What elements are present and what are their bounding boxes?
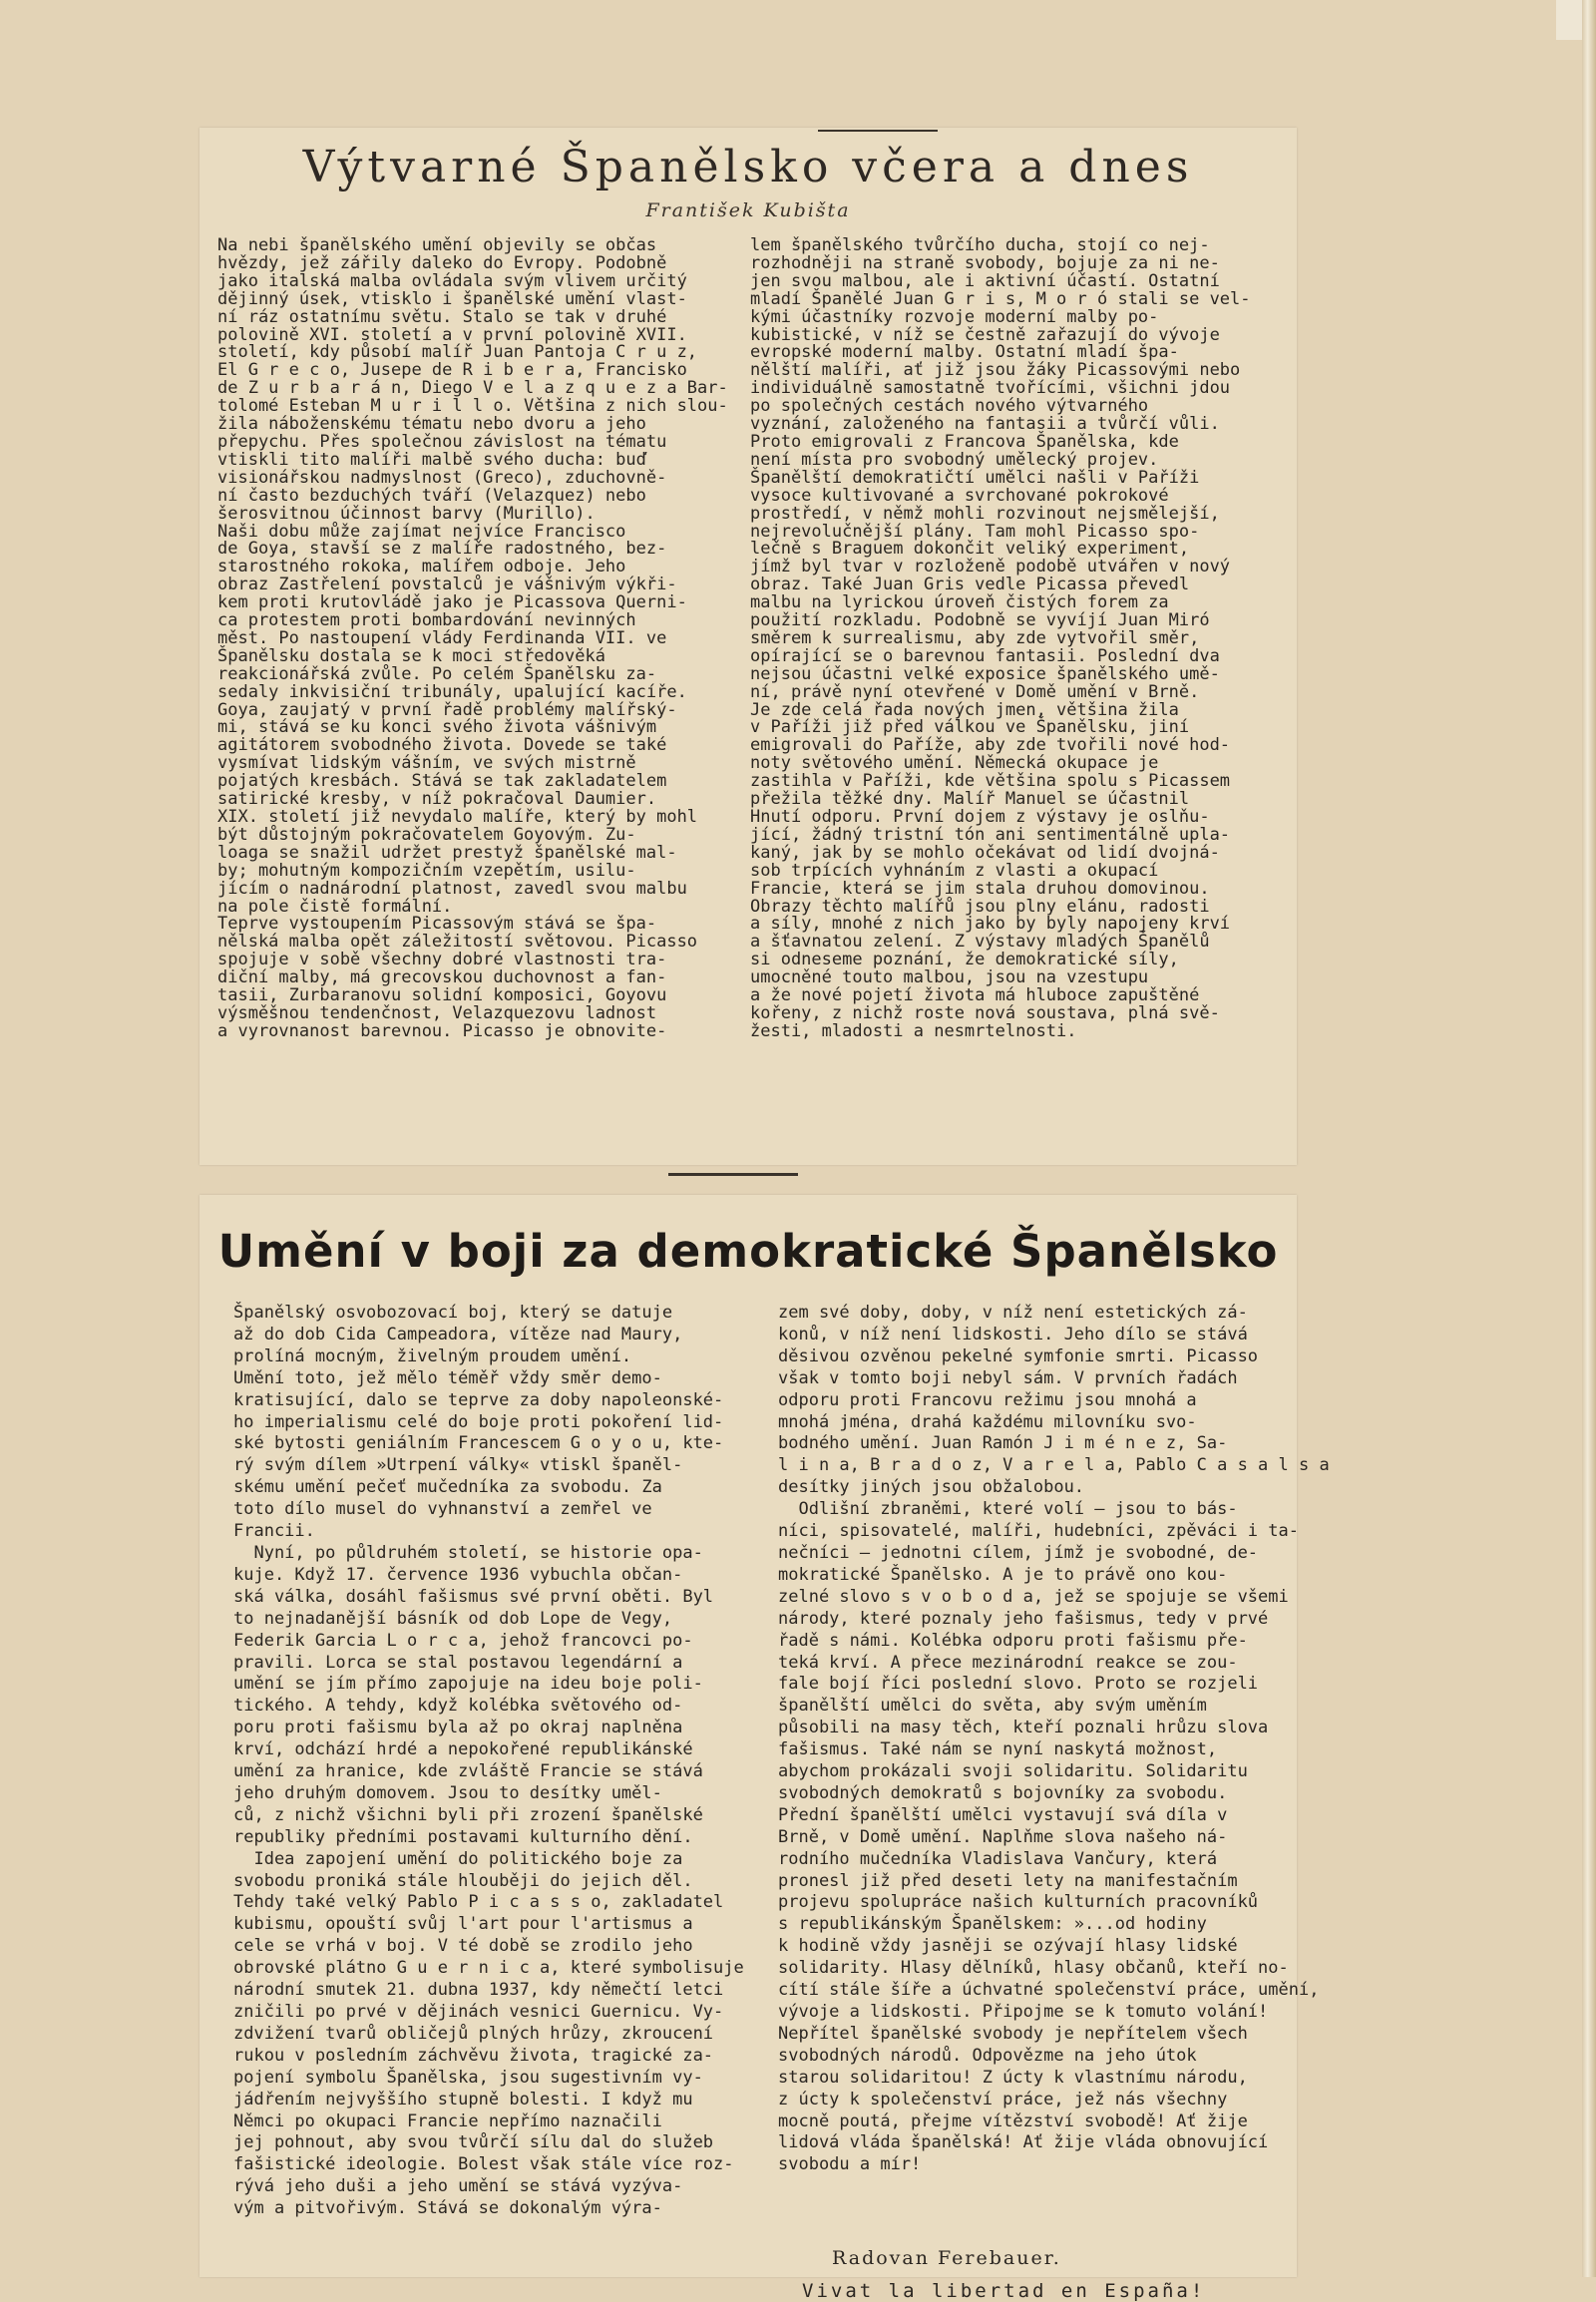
article-1-column-right: lem španělského tvůrčího ducha, stojí co nej- rozhodněji na straně svobody, bojuje za ni ne- jen svou malbou, ale i aktivní účastí. Ostatní mladí Španělé Juan G r i s, M o r ó stali se vel- kými účastníky rozvoje moderní malby po- kubistické, v níž se čestně zařazují do vývoje evropské moderní malby. Ostatní mladí špa- nělští malíři, ať již jsou žáky Picassovými nebo individuálně samostatně tvořícími, všichni jdou po společných cestách nového výtvarného vyznání, založeného na fantasii a tvůrčí vůli. Proto emigrovali z Francova Španělska, kde není místa pro svobodný umělecký projev. Španělští demokratičtí umělci našli v Paříži vysoce kultivované a svrchované pokrokové prostředí, v němž mohli rozvinout nejsmělejší, nejrevolučnější plány. Tam mohl Picasso spo- lečně s Braguem dokončit veliký experiment, jímž byl tvar v rozloženě podobě utvářen v nový obraz. Také Juan Gris vedle Picassa převedl malbu na lyrickou úroveň čistých forem za použití rozkladu. Podobně se vyvíjí Juan Miró směrem k surrealismu, aby zde vytvořil směr, opírající se o barevnou fantasii. Poslední dva nejsou účastni velké exposice španělského umě- ní, právě nyní otevřené v Domě umění v Brně. Je zde celá řada nových jmen, většina žila v Paříži již před válkou ve Španělsku, jiní emigrovali do Paříže, aby zde tvořili nové hod- noty světového umění. Německá okupace je zastihla v Paříži, kde většina spolu s Picassem přežila těžké dny. Malíř Manuel se účastnil Hnutí odporu. První dojem z výstavy je oslňu- jící, žádný tristní tón ani sentimentálně upla- kaný, jak by se mohlo očekávat od lidí dvojná- sob trpících vyhnáním z vlasti a okupací Francie, která se jim stala druhou domovinou. Obrazy těchto malířů jsou plny elánu, radosti a síly, mnohé z nich jako by byly napojeny krví a šťavnatou zelení. Z výstavy mladých Španělů si odneseme poznání, že demokratické síly, umocněné touto malbou, jsou na vzestupu a že nové pojetí života má hluboce zapuštěné kořeny, z nichž roste nová soustava, plná svě- žesti, mladosti a nesmrtelnosti. (750, 235, 1251, 1041)
bottom-rule (668, 1173, 798, 1176)
top-rule (818, 130, 938, 132)
article-1-title: Výtvarné Španělsko včera a dnes (302, 142, 1194, 192)
article-clipping-1 (200, 128, 1297, 1165)
article-2-title: Umění v boji za demokratické Španělsko (217, 1225, 1279, 1278)
article-2-motto: Vivat la libertad en España! (802, 2280, 1206, 2302)
article-2-column-right: zem své doby, doby, v níž není estetických zá- konů, v níž není lidskosti. Jeho dílo se stává děsivou ozvěnou pekelné symfonie smrti. Picasso však v tomto boji nebyl sám. V prvních řadách odporu proti Francovu režimu jsou mnohá a mnohá jména, drahá každému milovníku svo- bodného umění. Juan Ramón J i m é n e z, Sa- l i n a, B r a d o z, V a r e l a, Pablo C a s a l s a desítky jiných jsou obžalobou. Odlišní zbraněmi, které volí — jsou to bás- níci, spisovatelé, malíři, hudebníci, zpěváci i ta- nečníci — jednotni cílem, jímž je svobodné, de- mokratické Španělsko. A je to právě ono kou- zelné slovo s v o b o d a, jež se spojuje se všemi národy, které poznaly jeho fašismus, tedy v prvé řadě s námi. Kolébka odporu proti fašismu pře- teká krví. A přece mezinárodní reakce se zou- fale bojí říci poslední slovo. Proto se rozjeli španělští umělci do světa, aby svým uměním působili na masy těch, kteří poznali hrůzu slova fašismus. Také nám se nyní naskytá možnost, abychom prokázali svoji solidaritu. Solidaritu svobodných demokratů s bojovníky za svobodu. Přední španělští umělci vystavují svá díla v Brně, v Domě umění. Naplňme slova našeho ná- rodního mučedníka Vladislava Vančury, která pronesl již před deseti lety na manifestačním projevu spolupráce našich kulturních pracovníků s republikánským Španělskem: »...od hodiny k hodině vždy jasněji se ozývají hlasy lidské solidarity. Hlasy dělníků, hlasy občanů, kteří no- cítí stále šíře a úchvatné společenství práce, umění, vývoje a lidskosti. Připojme se k tomuto volání! Nepřítel španělské svobody je nepřítelem všech svobodných národů. Odpovězme na jeho útok starou solidaritou! Z úcty k vlastnímu národu, z úcty k společenství práce, jež nás všechny mocně poutá, přejme vítězství svobodě! Ať žije lidová vláda španělská! Ať žije vláda obnovující svobodu a mír! (778, 1303, 1330, 2175)
article-1-author: František Kubišta (645, 199, 851, 221)
article-2-signature: Radovan Ferebauer. (832, 2247, 1061, 2269)
article-clipping-2 (200, 1195, 1330, 2302)
article-1-column-left: Na nebi španělského umění objevily se občas hvězdy, jež zářily daleko do Evropy. Podobně jako italská malba ovládala svým vlivem určitý dějinný úsek, vtisklo i španělské umění vlast- ní ráz ostatnímu světu. Stalo se tak v druhé polovině XVI. století a v první polovině XVII. století, kdy působí malíř Juan Pantoja C r u z, El G r e c o, Jusepe de R i b e r a, Francisko de Z u r b a r á n, Diego V e l a z q u e z a Bar- tolomé Esteban M u r i l l o. Většina z nich slou- žila náboženskému tématu nebo dvoru a jeho přepychu. Přes společnou závislost na tématu vtiskli tito malíři malbě svého ducha: buď visionářskou nadmyslnost (Greco), zduchovně- ní často bezduchých tváří (Velazquez) nebo šerosvitnou účinnost barvy (Murillo). Naši dobu může zajímat nejvíce Francisco de Goya, stavší se z malíře radostného, bez- starostného rokoka, malířem odboje. Jeho obraz Zastřelení povstalců je vášnivým výkři- kem proti krutovládě jako je Picassova Querni- ca protestem proti bombardování nevinných měst. Po nastoupení vlády Ferdinanda VII. ve Španělsku dostala se k moci středověká reakcionářská zvůle. Po celém Španělsku za- sedaly inkvisiční tribunály, upalující kacíře. Goya, zaujatý v první řadě problémy malířský- mi, stává se ku konci svého života vášnivým agitátorem svobodného života. Dovede se také vysmívat lidským vášním, ve svých mistrně pojatých kresbách. Stává se tak zakladatelem satirické kresby, v níž pokračoval Daumier. XIX. století již nevydalo malíře, který by mohl být důstojným pokračovatelem Goyovým. Zu- loaga se snažil udržet prestyž španělské mal- by; mohutným kompozičním vzepětím, usilu- jícím o nadnárodní platnost, zavedl svou malbu na pole čistě formální. Teprve vystoupením Picassovým stává se špa- nělská malba opět záležitostí světovou. Picasso spojuje v sobě všechny dobré vlastnosti tra- diční malby, má grecovskou duchovnost a fan- tasii, Zurbaranovu solidní komposici, Goyovu výsměšnou tendenčnost, Velazquezovu ladnost a vyrovnanost barevnou. Picasso je obnovite- (217, 235, 728, 1041)
article-2-column-left: Španělský osvobozovací boj, který se datuje až do dob Cida Campeadora, vítěze nad Maury, prolíná mocným, živelným proudem umění. Umění toto, jež mělo téměř vždy směr demo- kratisující, dalo se teprve za doby napoleonské- ho imperialismu celé do boje proti pokoření lid- ské bytosti geniálním Francescem G o y o u, kte- rý svým dílem »Utrpení války« vtiskl španěl- skému umění pečeť mučedníka za svobodu. Za toto dílo musel do vyhnanství a zemřel ve Francii. Nyní, po půldruhém století, se historie opa- kuje. Když 17. července 1936 vybuchla občan- ská válka, dosáhl fašismus své první oběti. Byl to nejnadanější básník od dob Lope de Vegy, Federik Garcia L o r c a, jehož francovci po- pravili. Lorca se stal postavou legendární a umění se jím přímo zapojuje na ideu boje poli- tického. A tehdy, když kolébka světového od- poru proti fašismu byla až po okraj naplněna krví, odchází hrdé a nepokořené republikánské umění za hranice, kde zvláště Francie se stává jeho druhým domovem. Jsou to desítky uměl- ců, z nichž všichni byli při zrození španělské republiky předními postavami kulturního dění. Idea zapojení umění do politického boje za svobodu proniká stále hlouběji do jejich děl. Tehdy také velký Pablo P i c a s s o, zakladatel kubismu, opouští svůj l'art pour l'artismus a cele se vrhá v boj. V té době se zrodilo jeho obrovské plátno G u e r n i c a, které symbolisuje národní smutek 21. dubna 1937, kdy němečtí letci zničili po prvé v dějinách vesnici Guernicu. Vy- zdvižení tvarů obličejů plných hrůzy, zkroucení rukou v posledním záchvěvu života, tragické za- pojení symbolu Španělska, jsou sugestivním vy- jádřením nejvyššího stupně bolesti. I když mu Němci po okupaci Francie nepřímo naznačili jej pohnout, aby svou tvůrčí sílu dal do služeb fašistické ideologie. Bolest však stále více roz- rývá jeho duši a jeho umění se stává vyzýva- vým a pitvořivým. Stává se dokonalým výra- (233, 1303, 744, 2219)
sheet-edge (1582, 0, 1596, 2277)
